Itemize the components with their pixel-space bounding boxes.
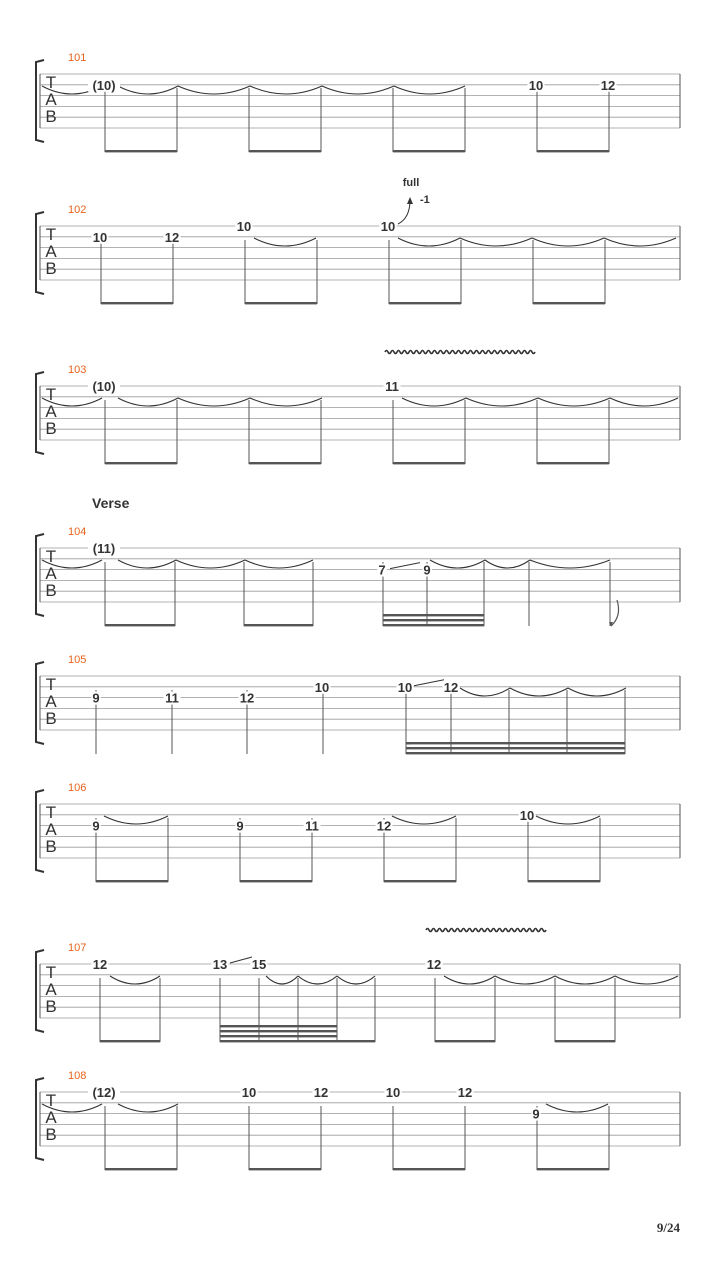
tie-arc [510,688,568,696]
note-beam [384,880,456,882]
tab-clef-letter: B [45,997,57,1016]
fret-number: 10 [92,229,108,245]
tie-arc [118,86,178,94]
note-beam [105,150,177,152]
fret-number: 10 [241,1085,257,1100]
tie-arc [118,1104,178,1112]
tab-clef-letter: A [45,692,57,711]
fret-number: 12 [600,77,616,93]
note-beam [245,302,317,304]
slide-line [230,957,252,963]
fret-number: 7 [378,562,386,578]
note-beam [105,624,175,626]
note-beam [383,614,484,616]
tie-arc [568,688,626,696]
page-number: 9/24 [656,1220,680,1235]
note-beam [389,302,461,304]
tie-arc [250,398,322,406]
tie-arc [118,560,176,568]
fret-number: 12 [164,229,180,245]
tie-arc [610,398,678,406]
tab-clef-letter: T [45,803,57,822]
note-beam-flag [383,614,388,616]
vibrato-mark [385,351,535,354]
measure-number: 108 [68,1070,87,1082]
tab-clef-letter: T [45,547,57,566]
tie-arc [530,560,610,568]
tab-clef-letter: T [45,963,57,982]
tie-arc [394,86,465,94]
tie-arc [460,688,510,696]
tie-arc [337,976,375,984]
tab-clef-letter: A [45,402,57,421]
fret-number: 10 [380,219,396,234]
system-108 [36,1070,680,1170]
measure-number: 106 [68,782,87,794]
note-beam [220,1025,337,1027]
fret-number: 10 [314,679,330,695]
fret-number: 10 [528,77,544,93]
tab-clef-letter: T [45,385,57,404]
note-beam [537,150,609,152]
tab-clef-letter: A [45,980,57,999]
system-103 [36,351,680,465]
fret-number: 9 [92,818,100,834]
bend-amount: -1 [420,194,430,206]
tie-arc [466,398,538,406]
measure-number: 102 [68,204,87,216]
fret-number: 9 [532,1106,540,1122]
tie-arc [615,976,678,984]
slide-line [414,680,444,686]
note-beam [105,462,177,464]
tie-arc [250,86,322,94]
tie-arc [546,1104,608,1112]
tie-arc [298,976,337,984]
bend-arrow-head [407,197,413,204]
system-106 [36,782,680,882]
note-beam [220,1035,337,1037]
fret-number: 9 [92,690,100,706]
note-beam-flag [620,742,625,744]
tab-clef-letter: B [45,107,57,126]
measure-number: 104 [68,526,87,538]
note-beam [249,150,321,152]
tie-arc [430,560,485,568]
tie-arc [402,398,466,406]
tab-clef-letter: A [45,820,57,839]
tie-arc [176,560,245,568]
fret-number: 12 [239,690,255,706]
note-beam [406,747,625,749]
fret-number: (12) [92,1085,116,1100]
note-beam [555,1040,615,1042]
tab-clef-letter: T [45,675,57,694]
tab-clef-letter: B [45,581,57,600]
system-101 [36,52,680,152]
fret-number: 10 [385,1085,401,1100]
note-beam [220,1040,375,1042]
vibrato-mark [426,929,546,932]
tie-arc [536,816,600,824]
fret-number: 12 [457,1085,473,1100]
fret-number: 10 [236,219,252,234]
tie-arc [532,238,604,246]
fret-number: (10) [92,379,116,394]
fret-number: 10 [519,807,535,823]
note-beam [101,302,173,304]
tie-arc [538,398,610,406]
system-102 [36,177,680,304]
bend-label: full [402,177,420,189]
system-107 [36,929,680,1043]
note-beam [435,1040,495,1042]
tab-clef-letter: T [45,73,57,92]
note-beam-flag [479,614,484,616]
note-beam [537,1168,609,1170]
tab-clef-letter: T [45,225,57,244]
tie-arc [178,86,250,94]
tie-arc [245,560,313,568]
section-label: Verse [92,495,130,511]
note-beam [100,1040,160,1042]
measure-number: 105 [68,654,87,666]
tab-clef-letter: B [45,837,57,856]
tie-arc [398,238,460,246]
system-105 [36,654,680,754]
fret-number: 11 [165,690,179,706]
note-beam [406,752,625,754]
note-beam [220,1030,337,1032]
note-beam [393,1168,465,1170]
fret-number: (11) [92,541,116,556]
fret-number: 10 [397,679,413,695]
measure-number: 103 [68,364,87,376]
note-beam [393,150,465,152]
tie-arc [555,976,615,984]
tie-arc [118,398,178,406]
tab-clef-letter: A [45,1108,57,1127]
measure-number: 101 [68,52,87,64]
tie-arc [322,86,394,94]
tab-clef-letter: T [45,1091,57,1110]
fret-number: 12 [313,1085,329,1100]
tie-arc [444,976,495,984]
fret-number: 9 [236,818,244,834]
note-beam [96,880,168,882]
tie-arc [392,816,456,824]
tab-clef-letter: B [45,259,57,278]
fret-number: 11 [385,379,399,394]
note-beam [393,462,465,464]
note-beam [406,742,625,744]
tie-arc [604,238,676,246]
tie-arc [460,238,532,246]
tie-arc [485,560,530,568]
note-beam [533,302,605,304]
measure-number: 107 [68,942,87,954]
fret-number: 12 [443,679,459,695]
tie-arc [495,976,555,984]
fret-number: 12 [376,818,392,834]
note-beam [383,624,484,626]
tab-clef-letter: B [45,419,57,438]
note-beam [249,1168,321,1170]
fret-number: 12 [426,957,442,972]
note-beam [383,619,484,621]
note-beam [240,880,312,882]
fret-number: 13 [212,957,228,972]
note-beam-flag [406,742,411,744]
slide-line [390,563,420,569]
fret-number: 12 [92,957,108,972]
tie-arc [104,816,168,824]
fret-number: (10) [92,77,116,93]
fret-number: 9 [423,562,431,578]
tie-arc [110,976,160,984]
tie-arc [266,976,298,984]
note-beam [528,880,600,882]
tie-arc [178,398,250,406]
tab-clef-letter: B [45,709,57,728]
fret-number: 11 [305,818,319,834]
note-beam [537,462,609,464]
note-beam [105,1168,177,1170]
note-beam [244,624,313,626]
tab-clef-letter: A [45,564,57,583]
note-beam [249,462,321,464]
fret-number: 15 [251,957,267,972]
system-104 [36,495,680,626]
tab-clef-letter: B [45,1125,57,1144]
tab-clef-letter: A [45,90,57,109]
tie-arc [254,238,316,246]
tab-clef-letter: A [45,242,57,261]
